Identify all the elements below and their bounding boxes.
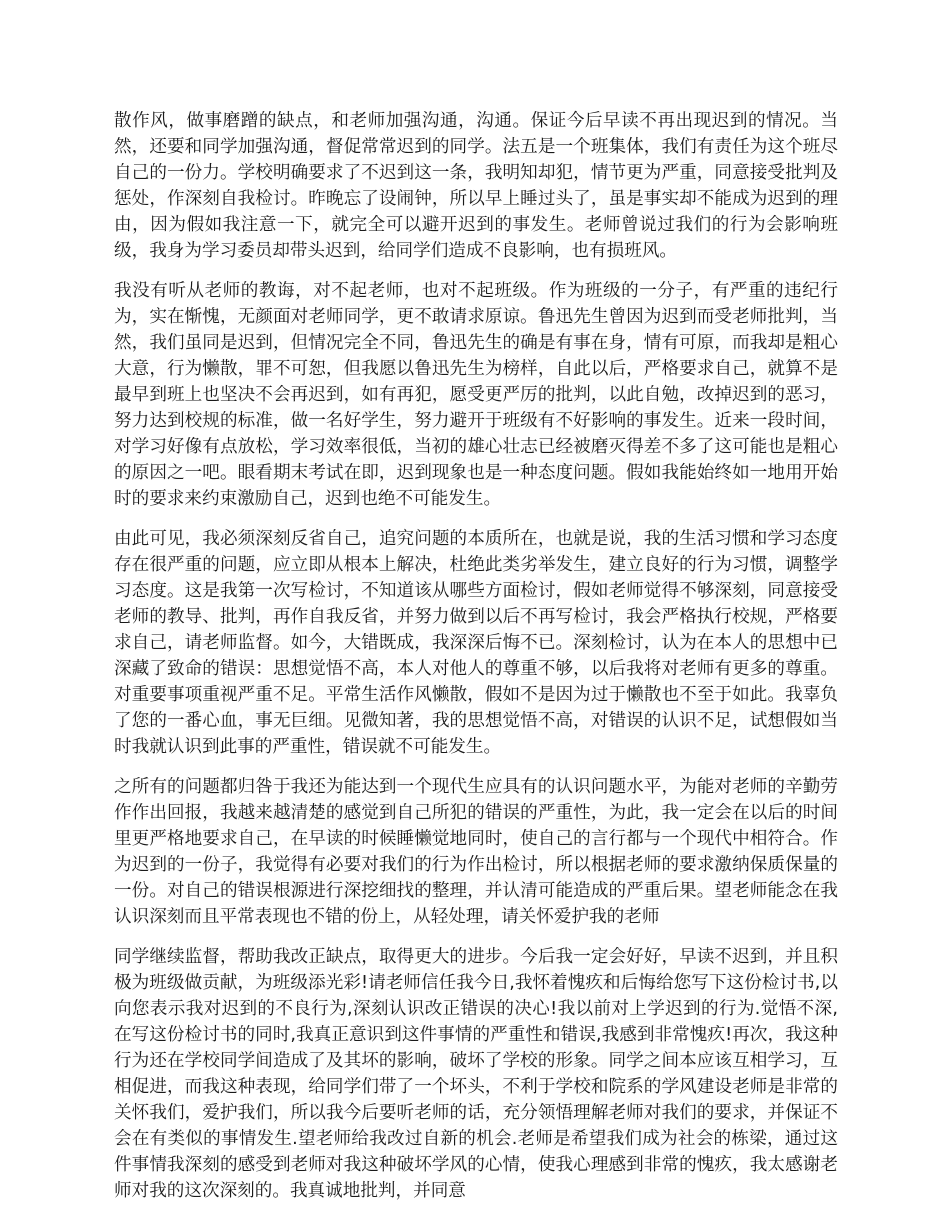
- document-body: [114, 108, 838, 1218]
- paragraph-5: 同学继续监督，帮助我改正缺点，取得更大的进步。今后我一定会好好，早读不迟到，并且积极为班级做贡献，为班级添光彩!请老师信任我今日,我怀着愧疚和后悔给您写下这份检讨书,以向您表示我对迟到的不良行为,深刻认识改正错误的决心!我以前对上学迟到的行为.觉悟不深,在写这份检讨书的同时,我真正意识到这件事情的严重性和错误,我感到非常愧疚!再次，我这种行为还在学校同学间造成了及其坏的影响，破坏了学校的形象。同学之间本应该互相学习，互相促进，而我这种表现，给同学们带了一个坏头，不利于学校和院系的学风建设老师是非常的关怀我们，爱护我们，所以我今后要听老师的话，充分领悟理解老师对我们的要求，并保证不会在有类似的事情发生.望老师给我改过自新的机会.老师是希望我们成为社会的栋梁，通过这件事情我深刻的感受到老师对我这种破坏学风的心情，使我心理感到非常的愧疚，我太感谢老师对我的这次深刻的。我真诚地批判，并同意: [114, 947, 838, 1201]
- paragraph-1: 散作风，做事磨蹭的缺点，和老师加强沟通，沟通。保证今后早读不再出现迟到的情况。当然，还要和同学加强沟通，督促常常迟到的同学。法五是一个班集体，我们有责任为这个班尽自己的一份力。学校明确要求了不迟到这一条，我明知却犯，情节更为严重，同意接受批判及惩处，作深刻自我检讨。昨晚忘了设闹钟，所以早上睡过头了，虽是事实却不能成为迟到的理由，因为假如我注意一下，就完全可以避开迟到的事发生。老师曾说过我们的行为会影响班级，我身为学习委员却带头迟到，给同学们造成不良影响，也有损班风。: [114, 111, 838, 261]
- paragraph-4: 之所有的问题都归咎于我还为能达到一个现代生应具有的认识问题水平，为能对老师的辛勤劳作作出回报，我越来越清楚的感觉到自己所犯的错误的严重性，为此，我一定会在以后的时间里更严格地要求自己，在早读的时候睡懒觉地同时，使自己的言行都与一个现代中相符合。作为迟到的一份子，我觉得有必要对我们的行为作出检讨，所以根据老师的要求激纳保质保量的一份。对自己的错误根源进行深挖细找的整理，并认清可能造成的严重后果。望老师能念在我认识深刻而且平常表现也不错的份上，从轻处理，请关怀爱护我的老师: [114, 777, 838, 927]
- paragraph-3: 由此可见，我必须深刻反省自己，追究问题的本质所在，也就是说，我的生活习惯和学习态度存在很严重的问题，应立即从根本上解决，杜绝此类劣举发生，建立良好的行为习惯，调整学习态度。这是我第一次写检讨，不知道该从哪些方面检讨，假如老师觉得不够深刻，同意接受老师的教导、批判，再作自我反省，并努力做到以后不再写检讨，我会严格执行校规，严格要求自己，请老师监督。如今，大错既成，我深深后悔不已。深刻检讨，认为在本人的思想中已深藏了致命的错误：思想觉悟不高，本人对他人的尊重不够，以后我将对老师有更多的尊重。对重要事项重视严重不足。平常生活作风懒散，假如不是因为过于懒散也不至于如此。我辜负了您的一番心血，事无巨细。见微知著，我的思想觉悟不高，对错误的认识不足，试想假如当时我就认识到此事的严重性，错误就不可能发生。: [114, 529, 838, 757]
- paragraph-2: 我没有听从老师的教诲，对不起老师，也对不起班级。作为班级的一分子，有严重的违纪行为，实在惭愧，无颜面对老师同学，更不敢请求原谅。鲁迅先生曾因为迟到而受老师批判，当然，我们虽同是迟到，但情况完全不同，鲁迅先生的确是有事在身，情有可原，而我却是粗心大意，行为懒散，罪不可恕，但我愿以鲁迅先生为榜样，自此以后，严格要求自己，就算不是最早到班上也坚决不会再迟到，如有再犯，愿受更严厉的批判，以此自勉，改掉迟到的恶习，努力达到校规的标准，做一名好学生，努力避开于班级有不好影响的事发生。近来一段时间，对学习好像有点放松，学习效率很低，当初的雄心壮志已经被磨灭得差不多了这可能也是粗心的原因之一吧。眼看期末考试在即，迟到现象也是一种态度问题。假如我能始终如一地用开始时的要求来约束激励自己，迟到也绝不可能发生。: [114, 281, 838, 509]
